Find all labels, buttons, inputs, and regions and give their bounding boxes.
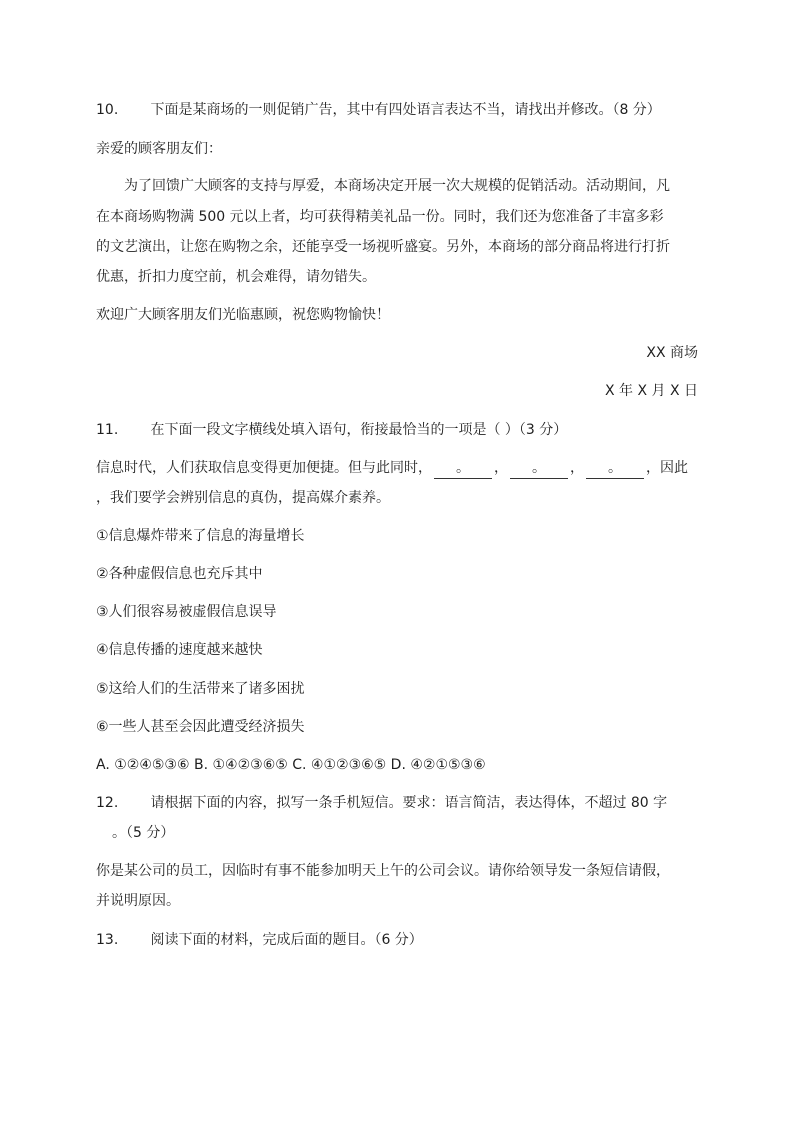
q10-heading [96, 100, 698, 120]
q12-heading [96, 793, 698, 813]
q11-passage-end: ，因此 [646, 460, 688, 476]
q11-choices: A. ①②④⑤③⑥ B. ①④②③⑥⑤ C. ④①②③⑥⑤ D. ④②①⑤③⑥ [96, 757, 486, 773]
q11-option-2: ②各种虚假信息也充斥其中 [96, 566, 263, 582]
q10-salutation: 亲爱的顾客朋友们： [96, 141, 222, 157]
q11-option-3: ③人们很容易被虚假信息误导 [96, 604, 277, 620]
q11-heading [96, 420, 698, 440]
q10-number: 10. [96, 102, 119, 118]
q11-text: 在下面一段文字横线处填入语句，衔接最恰当的一项是（ ）（3 分） [150, 422, 568, 438]
q12-scenario-line-1: 你是某公司的员工，因临时有事不能参加明天上午的公司会议。请你给领导发一条短信请假， [96, 863, 670, 879]
q11-option-5: ⑤这给人们的生活带来了诸多困扰 [96, 681, 305, 697]
q10-body-line-3: 的文艺演出，让您在购物之余，还能享受一场视听盛宴。另外，本商场的部分商品将进行打折 [96, 239, 670, 255]
q11-blank-2: 。 [510, 458, 568, 479]
q13-number: 13. [96, 932, 119, 948]
q11-option-6: ⑥一些人甚至会因此遭受经济损失 [96, 719, 305, 735]
q10-body-line-1: 为了回馈广大顾客的支持与厚爱，本商场决定开展一次大规模的促销活动。活动期间，凡 [124, 178, 670, 194]
q11-passage-line-2: ，我们要学会辨别信息的真伪，提高媒介素养。 [96, 490, 390, 506]
q13-heading [96, 930, 698, 950]
q11-blank-1: 。 [434, 458, 492, 479]
q10-body-line-2: 在本商场购物满 500 元以上者，均可获得精美礼品一份。同时，我们还为您准备了丰富多彩 [96, 209, 664, 225]
q12-text: 请根据下面的内容，拟写一条手机短信。要求：语言简洁，表达得体，不超过 80 字 [150, 795, 668, 811]
q11-option-1: ①信息爆炸带来了信息的海量增长 [96, 528, 305, 544]
q11-passage-line-1: 信息时代，人们获取信息变得更加便捷。但与此同时， 。 ， 。 ， 。 ，因此 [96, 458, 698, 479]
q12-number: 12. [96, 795, 119, 811]
q11-blank-3: 。 [586, 458, 644, 479]
q13-text: 阅读下面的材料，完成后面的题目。（6 分） [150, 932, 423, 948]
q12-text-continued: 。（5 分） [112, 825, 175, 841]
q12-scenario-line-2: 并说明原因。 [96, 893, 180, 909]
q10-signature: XX 商场 [646, 345, 698, 361]
q11-number: 11. [96, 422, 119, 438]
q10-date: X 年 X 月 X 日 [604, 383, 698, 399]
q11-passage-start: 信息时代，人们获取信息变得更加便捷。但与此同时， [96, 460, 432, 476]
q10-text: 下面是某商场的一则促销广告，其中有四处语言表达不当，请找出并修改。（8 分） [150, 102, 661, 118]
q10-closing: 欢迎广大顾客朋友们光临惠顾，祝您购物愉快！ [96, 307, 390, 323]
q10-body-line-4: 优惠，折扣力度空前，机会难得，请勿错失。 [96, 269, 376, 285]
q11-option-4: ④信息传播的速度越来越快 [96, 642, 263, 658]
